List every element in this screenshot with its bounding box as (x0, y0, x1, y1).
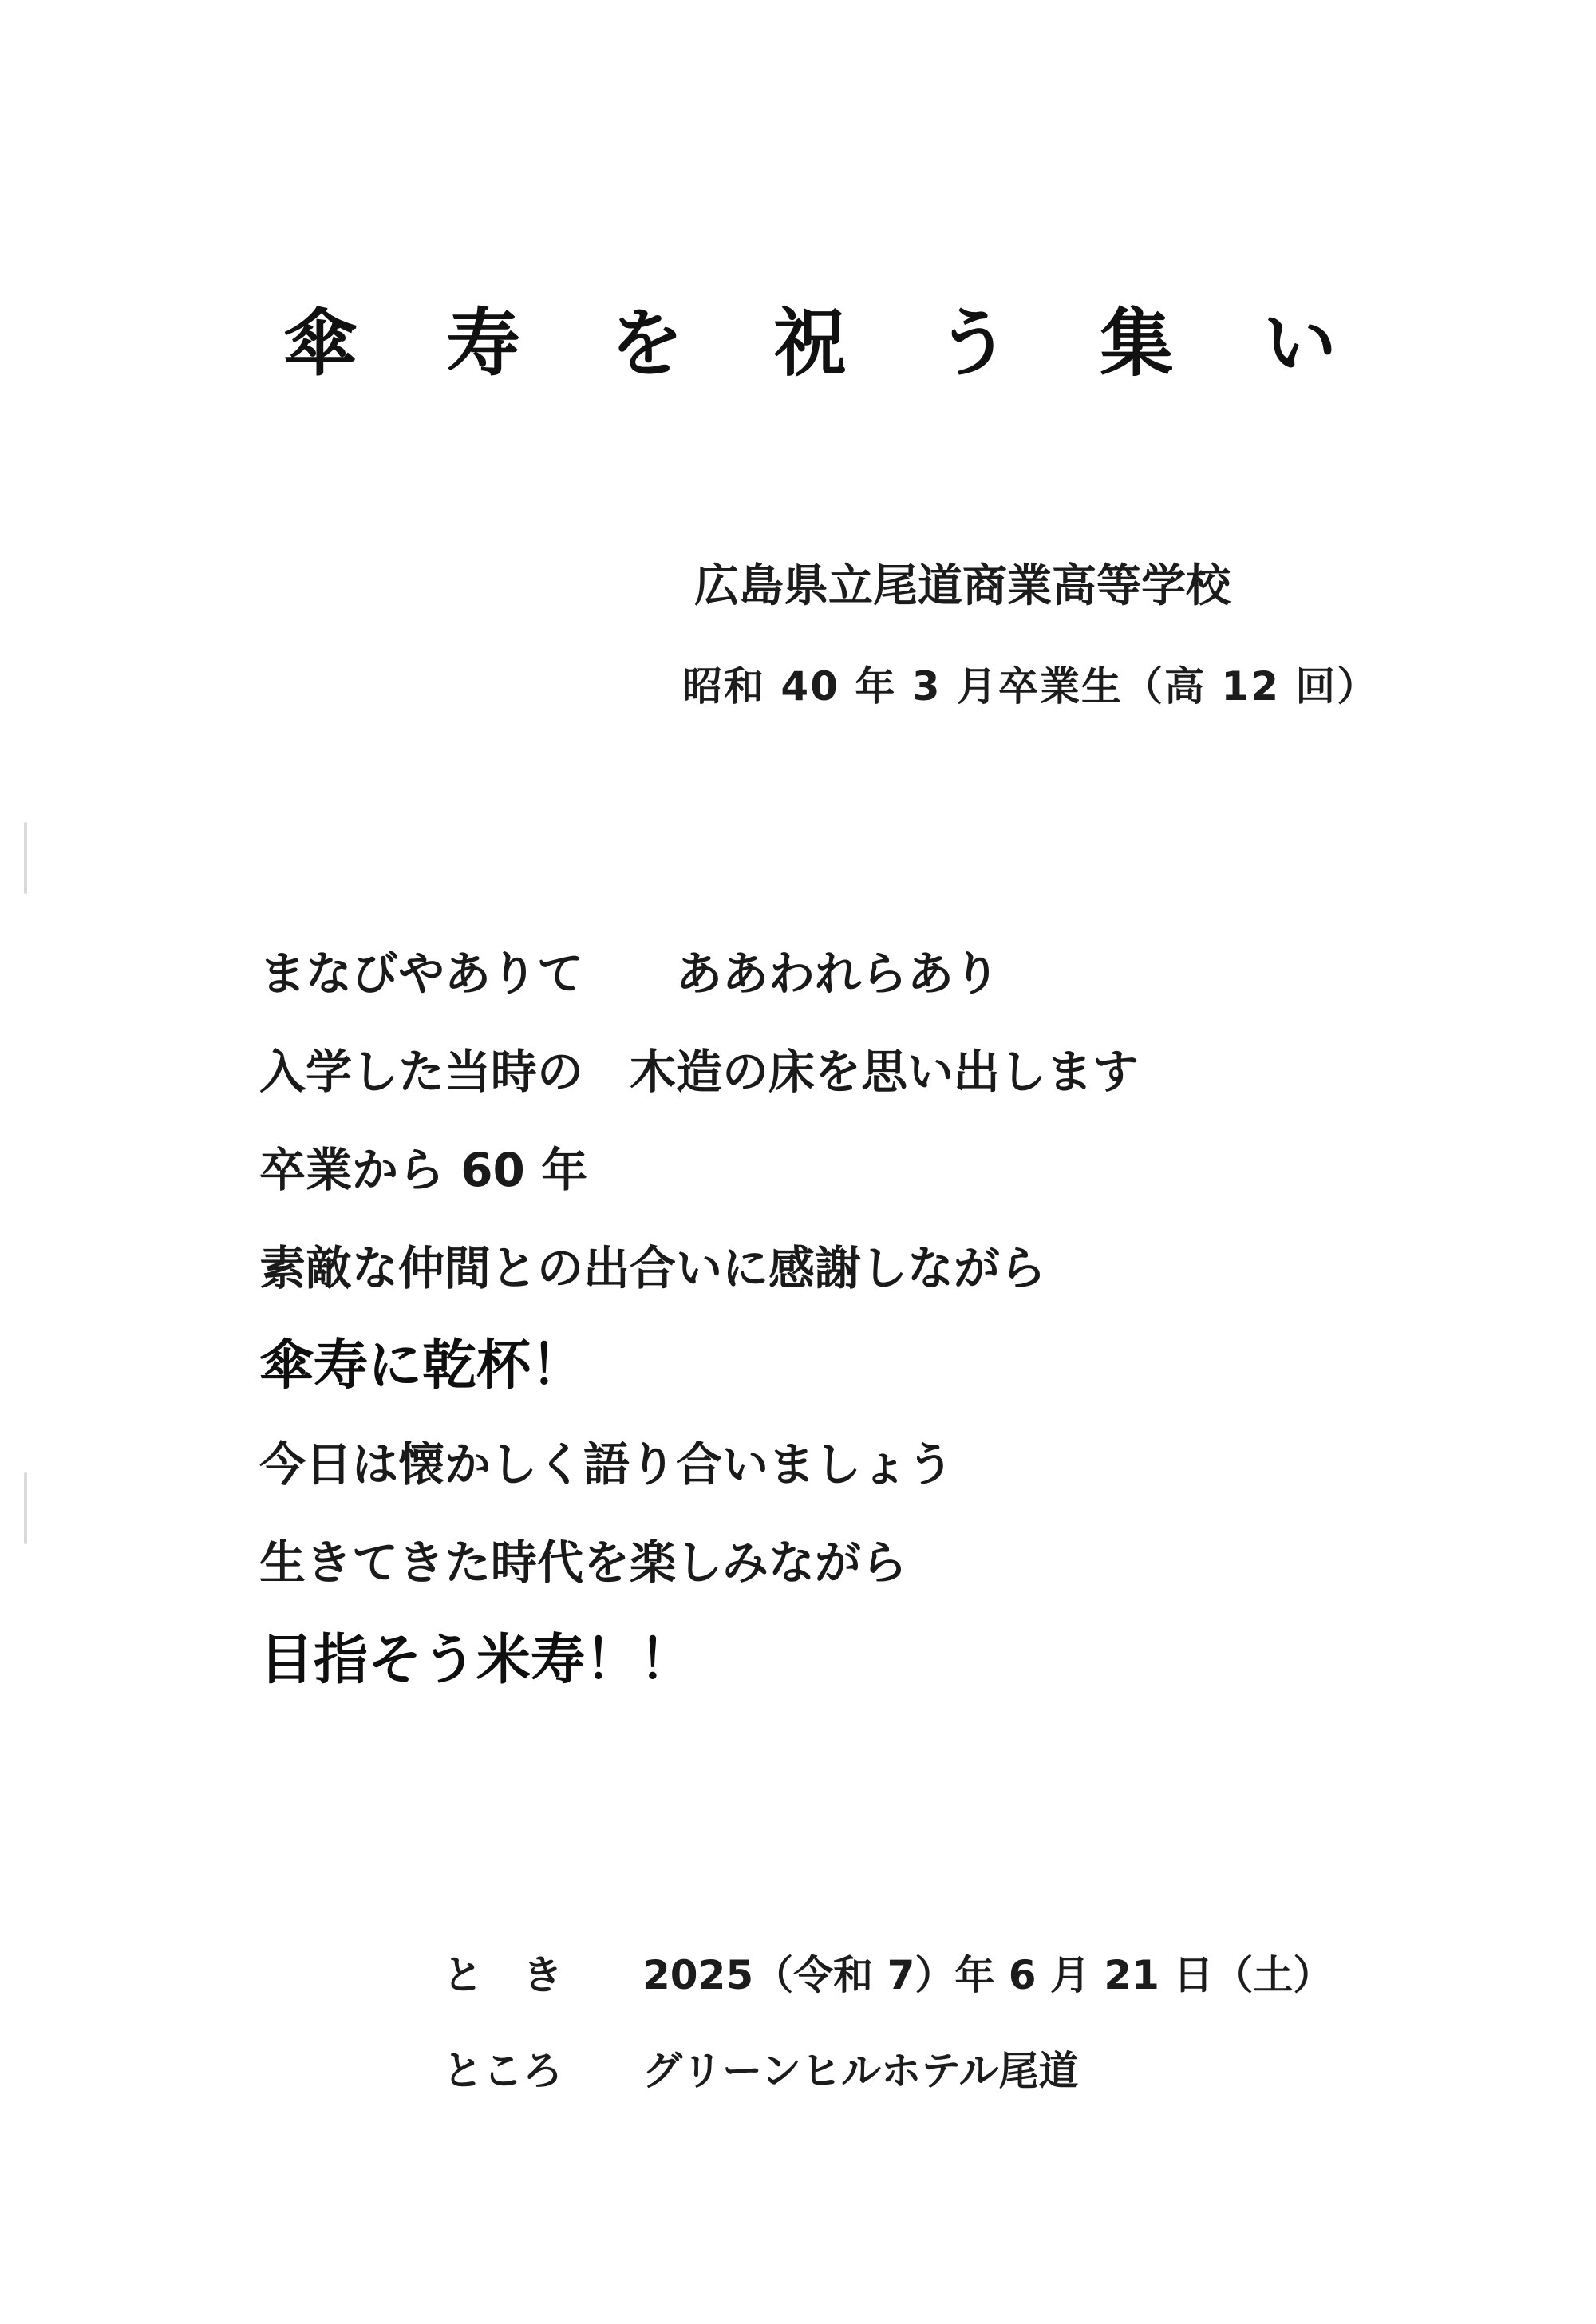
title-char: 祝 (772, 301, 847, 386)
title-char: う (936, 301, 1010, 386)
poem-line: 傘寿に乾杯！ (259, 1334, 586, 1397)
event-date-row (443, 1951, 1333, 2047)
poem-line: 卒業から 60 年 (259, 1143, 588, 1197)
date-value: 2025（令和 7）年 6 月 21 日（土） (642, 1952, 1333, 1998)
document-title (283, 301, 1337, 386)
poem-line: 入学した当時の 木造の床を思い出します (259, 1045, 1140, 1099)
event-place-row (443, 2047, 1333, 2143)
binding-hole-mark-top (24, 822, 27, 894)
title-char: 集 (1100, 301, 1174, 386)
poem-line: 目指そう米寿！！ (259, 1629, 694, 1692)
title-char: 傘 (283, 301, 358, 386)
event-details (443, 1951, 1333, 2143)
date-label: と き (443, 1952, 563, 1998)
title-char: 寿 (446, 301, 520, 386)
poem-line: 今日は懐かしく語り合いましょう (259, 1437, 954, 1492)
place-label: ところ (443, 2048, 563, 2094)
poem-line: 生きてきた時代を楽しみながら (259, 1536, 908, 1590)
poem-body (259, 946, 1456, 1731)
place-value: グリーンヒルホテル尾道 (642, 2048, 1079, 2094)
poem-line: まなびやありて ああわれらあり (259, 947, 1001, 1001)
poem-line: 素敵な仲間との出合いに感謝しながら (259, 1241, 1047, 1295)
binding-hole-mark-bottom (24, 1472, 27, 1544)
title-char: い (1262, 301, 1337, 386)
graduating-class: 昭和 40 年 3 月卒業生（高 12 回） (682, 663, 1379, 709)
title-char: を (610, 301, 684, 386)
school-name: 広島県立尾道商業高等学校 (694, 560, 1231, 612)
